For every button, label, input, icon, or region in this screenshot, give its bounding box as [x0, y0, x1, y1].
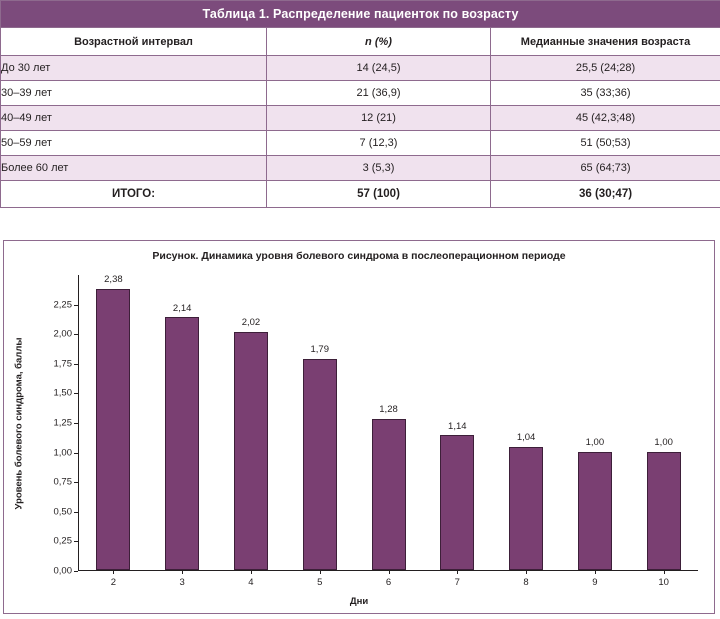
bar[interactable]: [234, 332, 268, 570]
table-title-row: [1, 1, 720, 28]
y-tick-label: 0,25: [53, 535, 72, 547]
cell-age-interval: 40–49 лет: [1, 106, 267, 131]
cell-age-interval: 30–39 лет: [1, 81, 267, 106]
bar[interactable]: [165, 317, 199, 570]
x-tick-label: 6: [385, 577, 392, 588]
bar[interactable]: [440, 435, 474, 570]
cell-total-label: ИТОГО:: [1, 181, 267, 208]
column-header-median-age: Медианные значения возраста: [491, 28, 720, 56]
x-tick-label: 2: [110, 577, 117, 588]
chart-x-axis-label: Дни: [349, 596, 369, 607]
cell-n-percent: 3 (5,3): [267, 156, 491, 181]
cell-median-age: 25,5 (24;28): [491, 56, 720, 81]
y-tick-label: 2,25: [53, 299, 72, 311]
x-tick-label: 8: [523, 577, 529, 588]
chart-plot-area: [53, 274, 698, 588]
cell-n-percent: 12 (21): [267, 106, 491, 131]
x-tick-label: 10: [658, 577, 669, 588]
bar-value-label: 1,14: [448, 420, 467, 432]
cell-n-percent: 7 (12,3): [267, 131, 491, 156]
chart-y-axis-label-text: Уровень болевого синдрома, баллы: [13, 337, 25, 509]
bar-slot: [354, 275, 423, 588]
x-tick-label: 9: [592, 577, 598, 588]
bar-slot: [79, 274, 148, 588]
bar-slot: [217, 275, 286, 588]
bar[interactable]: [509, 447, 543, 570]
cell-median-age: 35 (33;36): [491, 81, 720, 106]
y-tick-label: 1,75: [53, 358, 72, 370]
cell-total-n-percent: 57 (100): [267, 181, 491, 208]
y-tick-label: 2,00: [53, 328, 72, 340]
table-row: [1, 106, 720, 131]
column-header-n-percent: [267, 28, 491, 56]
bar[interactable]: [647, 452, 681, 570]
cell-n-percent: 14 (24,5): [267, 56, 491, 81]
table-header-row: [1, 28, 720, 56]
column-header-n-percent-text: n (%): [365, 35, 392, 48]
bar-slot: [423, 275, 492, 588]
pain-level-bar-chart: [3, 240, 715, 614]
cell-total-median-age: 36 (30;47): [491, 181, 720, 208]
bar[interactable]: [372, 419, 406, 570]
table-title: Таблица 1. Распределение пациенток по возрасту: [1, 1, 720, 28]
x-tick-label: 4: [248, 577, 254, 588]
cell-age-interval: Более 60 лет: [1, 156, 267, 181]
cell-median-age: 51 (50;53): [491, 131, 720, 156]
chart-bars: [79, 274, 698, 588]
bar[interactable]: [578, 452, 612, 570]
cell-n-percent: 21 (36,9): [267, 81, 491, 106]
bar-value-label: 2,14: [172, 302, 192, 314]
cell-median-age: 45 (42,3;48): [491, 106, 720, 131]
table-row: [1, 56, 720, 81]
y-tick-label: 1,25: [53, 417, 72, 429]
bar-value-label: 2,02: [241, 316, 261, 328]
bar-slot: [148, 275, 217, 588]
x-tick-label: 5: [317, 577, 323, 588]
bar-value-label: 1,28: [379, 404, 398, 416]
age-distribution-table: [0, 0, 720, 208]
bar[interactable]: [303, 359, 337, 570]
y-tick-label: 0,75: [53, 476, 72, 488]
column-header-age-interval: Возрастной интервал: [1, 28, 267, 56]
bar-value-label: 2,38: [104, 274, 123, 286]
bar-value-label: 1,00: [654, 437, 673, 449]
bar-value-label: 1,00: [585, 437, 605, 449]
y-tick-label: 0,50: [53, 506, 72, 518]
table-row: [1, 156, 720, 181]
cell-median-age: 65 (64;73): [491, 156, 720, 181]
table-row: [1, 81, 720, 106]
bar-value-label: 1,79: [310, 343, 329, 355]
cell-age-interval: До 30 лет: [1, 56, 267, 81]
bar-slot: [492, 275, 561, 588]
table-total-row: [1, 181, 720, 208]
chart-y-axis-label: [12, 275, 26, 571]
bar[interactable]: [96, 289, 130, 570]
bar-value-label: 1,04: [516, 432, 536, 444]
chart-title: Рисунок. Динамика уровня болевого синдрома в послеоперационном периоде: [152, 250, 566, 262]
table-row: [1, 131, 720, 156]
bar-slot: [285, 275, 354, 588]
y-tick-label: 1,00: [53, 447, 72, 459]
y-tick-label: 0,00: [53, 565, 72, 577]
y-tick-label: 1,50: [53, 387, 72, 399]
cell-age-interval: 50–59 лет: [1, 131, 267, 156]
bar-slot: [560, 275, 629, 588]
x-tick-label: 3: [179, 577, 185, 588]
age-distribution-table-wrapper: [0, 0, 720, 208]
bar-slot: [629, 275, 698, 588]
x-tick-label: 7: [454, 577, 460, 588]
